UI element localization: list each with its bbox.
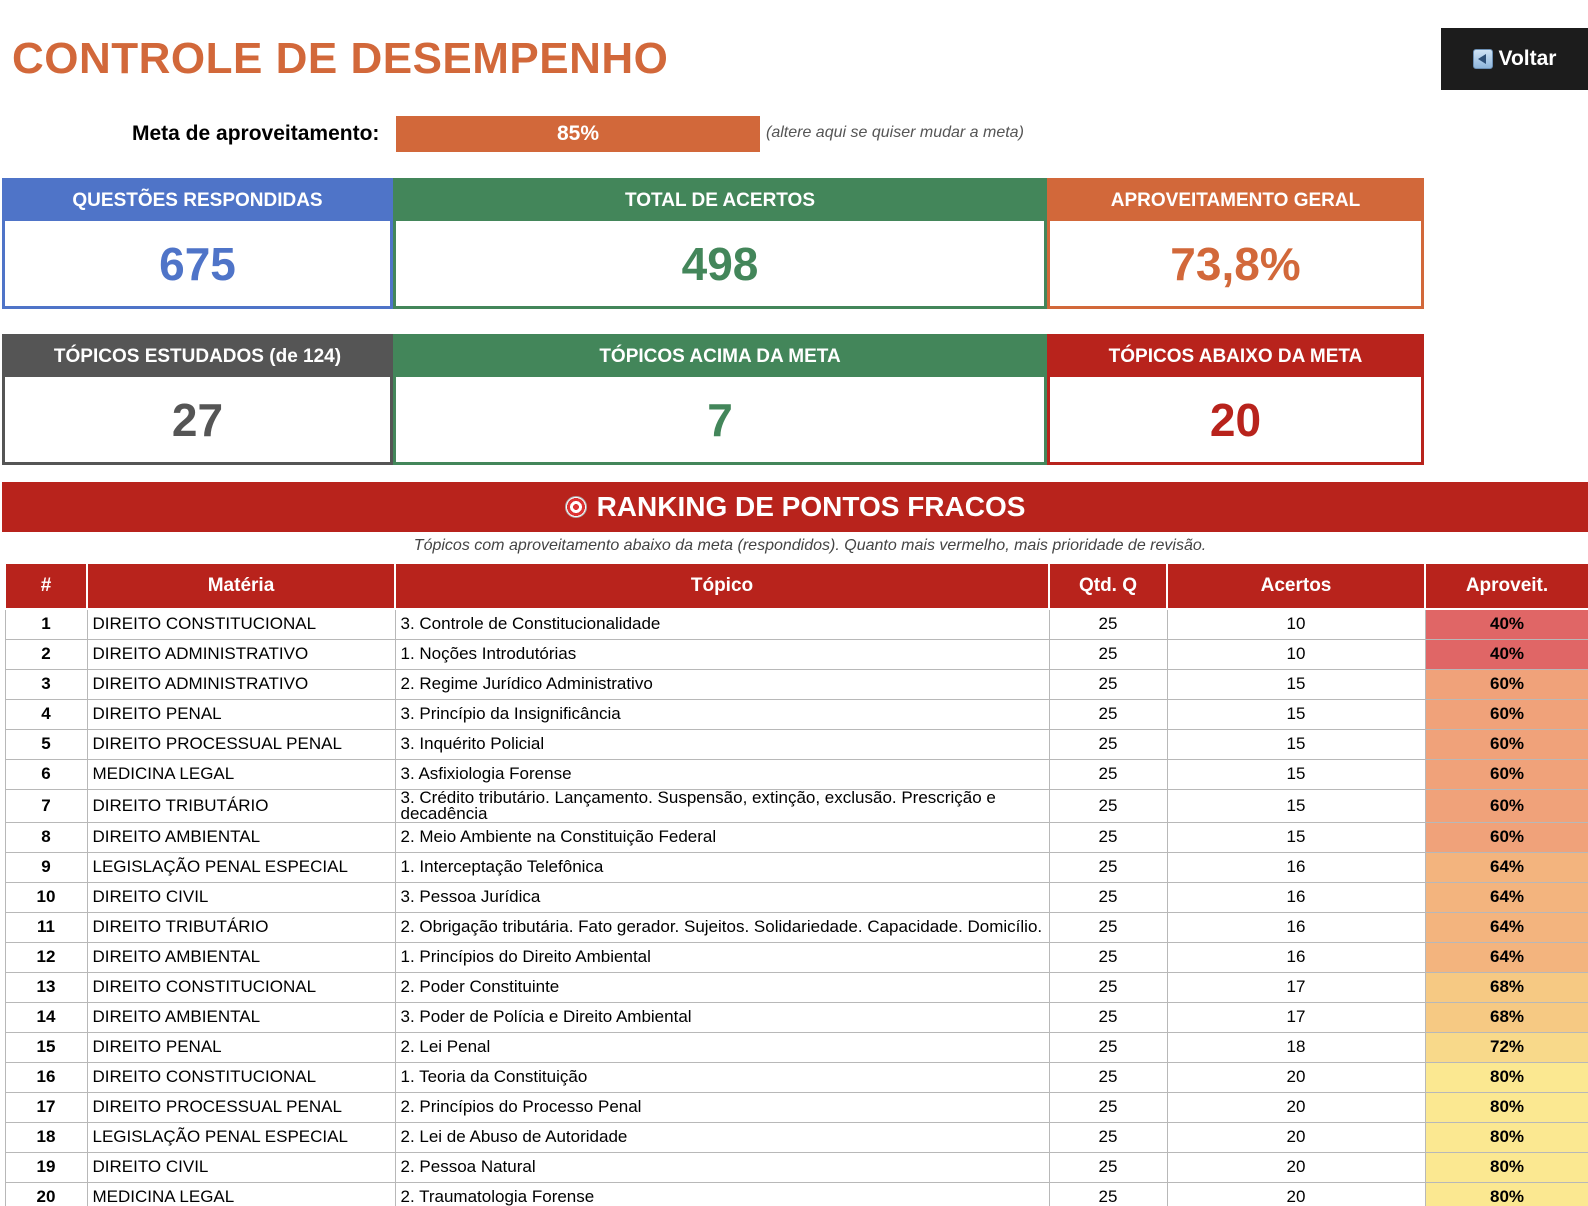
aproveitamento-cell: 64% [1425, 912, 1588, 942]
materia-cell: DIREITO CONSTITUCIONAL [87, 609, 395, 639]
table-row[interactable] [5, 1062, 1588, 1092]
qtd-cell: 25 [1049, 639, 1167, 669]
table-row[interactable] [5, 1092, 1588, 1122]
rank-cell: 16 [5, 1062, 87, 1092]
column-header[interactable]: Tópico [395, 563, 1049, 609]
topico-cell: 1. Princípios do Direito Ambiental [395, 942, 1049, 972]
table-row[interactable] [5, 1152, 1588, 1182]
materia-cell: DIREITO CIVIL [87, 882, 395, 912]
table-row[interactable] [5, 912, 1588, 942]
kpi-card-title: TÓPICOS ACIMA DA META [396, 337, 1044, 377]
rank-cell: 8 [5, 822, 87, 852]
acertos-cell: 16 [1167, 942, 1425, 972]
kpi-card-value: 27 [171, 393, 224, 446]
materia-cell: LEGISLAÇÃO PENAL ESPECIAL [87, 1122, 395, 1152]
rank-cell: 19 [5, 1152, 87, 1182]
materia-cell: DIREITO TRIBUTÁRIO [87, 789, 395, 822]
kpi-card [393, 334, 1047, 465]
kpi-card-value: 20 [1209, 393, 1262, 446]
aproveitamento-cell: 80% [1425, 1092, 1588, 1122]
materia-cell: DIREITO PROCESSUAL PENAL [87, 1092, 395, 1122]
qtd-cell: 25 [1049, 1122, 1167, 1152]
ranking-title: RANKING DE PONTOS FRACOS [596, 491, 1026, 522]
table-row[interactable] [5, 882, 1588, 912]
rank-cell: 5 [5, 729, 87, 759]
rank-cell: 4 [5, 699, 87, 729]
qtd-cell: 25 [1049, 852, 1167, 882]
materia-cell: DIREITO ADMINISTRATIVO [87, 669, 395, 699]
table-row[interactable] [5, 1122, 1588, 1152]
table-row[interactable] [5, 852, 1588, 882]
goal-input[interactable]: 85% [396, 116, 760, 152]
topico-cell: 2. Regime Jurídico Administrativo [395, 669, 1049, 699]
qtd-cell: 25 [1049, 609, 1167, 639]
kpi-card [1047, 334, 1424, 465]
rank-cell: 12 [5, 942, 87, 972]
ranking-header [2, 482, 1588, 532]
table-row[interactable] [5, 972, 1588, 1002]
materia-cell: DIREITO TRIBUTÁRIO [87, 912, 395, 942]
rank-cell: 13 [5, 972, 87, 1002]
topico-cell: 3. Inquérito Policial [395, 729, 1049, 759]
rank-cell: 6 [5, 759, 87, 789]
qtd-cell: 25 [1049, 1182, 1167, 1206]
topico-cell: 2. Obrigação tributária. Fato gerador. Sujeitos. Solidariedade. Capacidade. Domicílio. [395, 912, 1049, 942]
page-title: CONTROLE DE DESEMPENHO [12, 34, 669, 83]
aproveitamento-cell: 60% [1425, 822, 1588, 852]
table-row[interactable] [5, 759, 1588, 789]
topico-cell: 3. Controle de Constitucionalidade [395, 609, 1049, 639]
materia-cell: DIREITO CONSTITUCIONAL [87, 1062, 395, 1092]
materia-cell: MEDICINA LEGAL [87, 759, 395, 789]
rank-cell: 9 [5, 852, 87, 882]
aproveitamento-cell: 60% [1425, 669, 1588, 699]
rank-cell: 10 [5, 882, 87, 912]
table-row[interactable] [5, 669, 1588, 699]
materia-cell: DIREITO AMBIENTAL [87, 1002, 395, 1032]
topico-cell: 2. Princípios do Processo Penal [395, 1092, 1049, 1122]
rank-cell: 3 [5, 669, 87, 699]
acertos-cell: 10 [1167, 609, 1425, 639]
rank-cell: 18 [5, 1122, 87, 1152]
table-row[interactable] [5, 1182, 1588, 1206]
acertos-cell: 17 [1167, 972, 1425, 1002]
ranking-subtitle: Tópicos com aproveitamento abaixo da meta (respondidos). Quanto mais vermelho, mais prioridade de revisão. [413, 537, 1207, 554]
acertos-cell: 15 [1167, 822, 1425, 852]
aproveitamento-cell: 60% [1425, 699, 1588, 729]
acertos-cell: 15 [1167, 729, 1425, 759]
goal-label: Meta de aproveitamento: [132, 122, 380, 145]
acertos-cell: 20 [1167, 1122, 1425, 1152]
acertos-cell: 15 [1167, 789, 1425, 822]
target-icon [565, 496, 587, 518]
qtd-cell: 25 [1049, 882, 1167, 912]
aproveitamento-cell: 80% [1425, 1152, 1588, 1182]
rank-cell: 2 [5, 639, 87, 669]
aproveitamento-cell: 60% [1425, 789, 1588, 822]
table-row[interactable] [5, 942, 1588, 972]
topico-cell: 2. Meio Ambiente na Constituição Federal [395, 822, 1049, 852]
aproveitamento-cell: 72% [1425, 1032, 1588, 1062]
acertos-cell: 15 [1167, 669, 1425, 699]
materia-cell: DIREITO CIVIL [87, 1152, 395, 1182]
topico-cell: 2. Lei Penal [395, 1032, 1049, 1062]
topico-cell: 2. Traumatologia Forense [395, 1182, 1049, 1206]
kpi-card [2, 178, 393, 309]
kpi-card-value: 675 [159, 237, 236, 290]
goal-hint: (altere aqui se quiser mudar a meta) [766, 124, 1024, 141]
table-row[interactable] [5, 1002, 1588, 1032]
topico-cell: 1. Interceptação Telefônica [395, 852, 1049, 882]
rank-cell: 17 [5, 1092, 87, 1122]
acertos-cell: 15 [1167, 759, 1425, 789]
column-header[interactable]: Matéria [87, 563, 395, 609]
aproveitamento-cell: 68% [1425, 972, 1588, 1002]
table-header-row [5, 563, 1588, 609]
aproveitamento-cell: 40% [1425, 639, 1588, 669]
rank-cell: 15 [5, 1032, 87, 1062]
kpi-card-title: QUESTÕES RESPONDIDAS [5, 181, 390, 221]
qtd-cell: 25 [1049, 729, 1167, 759]
qtd-cell: 25 [1049, 759, 1167, 789]
ranking-table [4, 562, 1588, 1206]
qtd-cell: 25 [1049, 1152, 1167, 1182]
table-row[interactable] [5, 1032, 1588, 1062]
qtd-cell: 25 [1049, 669, 1167, 699]
materia-cell: DIREITO AMBIENTAL [87, 942, 395, 972]
topico-cell: 2. Lei de Abuso de Autoridade [395, 1122, 1049, 1152]
qtd-cell: 25 [1049, 699, 1167, 729]
qtd-cell: 25 [1049, 1002, 1167, 1032]
qtd-cell: 25 [1049, 1062, 1167, 1092]
kpi-card-title: TÓPICOS ESTUDADOS (de 124) [5, 337, 390, 377]
materia-cell: DIREITO PENAL [87, 1032, 395, 1062]
aproveitamento-cell: 80% [1425, 1062, 1588, 1092]
back-button[interactable] [1441, 28, 1588, 90]
topico-cell: 3. Poder de Polícia e Direito Ambiental [395, 1002, 1049, 1032]
acertos-cell: 15 [1167, 699, 1425, 729]
acertos-cell: 10 [1167, 639, 1425, 669]
rank-cell: 14 [5, 1002, 87, 1032]
acertos-cell: 20 [1167, 1152, 1425, 1182]
table-row[interactable] [5, 639, 1588, 669]
kpi-card-title: TOTAL DE ACERTOS [396, 181, 1044, 221]
acertos-cell: 16 [1167, 912, 1425, 942]
table-row[interactable] [5, 789, 1588, 822]
topico-cell: 3. Crédito tributário. Lançamento. Suspensão, extinção, exclusão. Prescrição e decadência [395, 789, 1049, 822]
table-row[interactable] [5, 699, 1588, 729]
aproveitamento-cell: 80% [1425, 1182, 1588, 1206]
aproveitamento-cell: 64% [1425, 882, 1588, 912]
kpi-card-value: 498 [681, 237, 759, 290]
column-header[interactable]: Qtd. Q [1049, 563, 1167, 609]
column-header[interactable]: Acertos [1167, 563, 1425, 609]
materia-cell: DIREITO CONSTITUCIONAL [87, 972, 395, 1002]
column-header[interactable]: # [5, 563, 87, 609]
kpi-card-title: TÓPICOS ABAIXO DA META [1050, 337, 1421, 377]
table-row[interactable] [5, 729, 1588, 759]
rank-cell: 1 [5, 609, 87, 639]
topico-cell: 3. Pessoa Jurídica [395, 882, 1049, 912]
qtd-cell: 25 [1049, 972, 1167, 1002]
qtd-cell: 25 [1049, 822, 1167, 852]
topico-cell: 1. Teoria da Constituição [395, 1062, 1049, 1092]
acertos-cell: 20 [1167, 1092, 1425, 1122]
topico-cell: 2. Pessoa Natural [395, 1152, 1049, 1182]
qtd-cell: 25 [1049, 789, 1167, 822]
kpi-card-value: 7 [707, 393, 733, 446]
aproveitamento-cell: 68% [1425, 1002, 1588, 1032]
rank-cell: 11 [5, 912, 87, 942]
acertos-cell: 17 [1167, 1002, 1425, 1032]
acertos-cell: 16 [1167, 882, 1425, 912]
table-row[interactable] [5, 609, 1588, 639]
materia-cell: MEDICINA LEGAL [87, 1182, 395, 1206]
kpi-card [1047, 178, 1424, 309]
materia-cell: LEGISLAÇÃO PENAL ESPECIAL [87, 852, 395, 882]
acertos-cell: 20 [1167, 1062, 1425, 1092]
acertos-cell: 16 [1167, 852, 1425, 882]
materia-cell: DIREITO ADMINISTRATIVO [87, 639, 395, 669]
acertos-cell: 18 [1167, 1032, 1425, 1062]
qtd-cell: 25 [1049, 912, 1167, 942]
materia-cell: DIREITO PENAL [87, 699, 395, 729]
back-button-label: Voltar [1498, 47, 1557, 70]
table-body [5, 609, 1588, 1206]
kpi-card [393, 178, 1047, 309]
materia-cell: DIREITO AMBIENTAL [87, 822, 395, 852]
aproveitamento-cell: 60% [1425, 729, 1588, 759]
aproveitamento-cell: 40% [1425, 609, 1588, 639]
aproveitamento-cell: 64% [1425, 852, 1588, 882]
column-header[interactable]: Aproveit. [1425, 563, 1588, 609]
table-row[interactable] [5, 822, 1588, 852]
aproveitamento-cell: 60% [1425, 759, 1588, 789]
kpi-card-title: APROVEITAMENTO GERAL [1050, 181, 1421, 221]
acertos-cell: 20 [1167, 1182, 1425, 1206]
kpi-card-value: 73,8% [1170, 237, 1301, 290]
materia-cell: DIREITO PROCESSUAL PENAL [87, 729, 395, 759]
rank-cell: 7 [5, 789, 87, 822]
aproveitamento-cell: 64% [1425, 942, 1588, 972]
kpi-card [2, 334, 393, 465]
rank-cell: 20 [5, 1182, 87, 1206]
topico-cell: 3. Princípio da Insignificância [395, 699, 1049, 729]
aproveitamento-cell: 80% [1425, 1122, 1588, 1152]
topico-cell: 3. Asfixiologia Forense [395, 759, 1049, 789]
qtd-cell: 25 [1049, 1092, 1167, 1122]
qtd-cell: 25 [1049, 1032, 1167, 1062]
back-arrow-icon [1473, 49, 1493, 69]
topico-cell: 1. Noções Introdutórias [395, 639, 1049, 669]
topico-cell: 2. Poder Constituinte [395, 972, 1049, 1002]
qtd-cell: 25 [1049, 942, 1167, 972]
